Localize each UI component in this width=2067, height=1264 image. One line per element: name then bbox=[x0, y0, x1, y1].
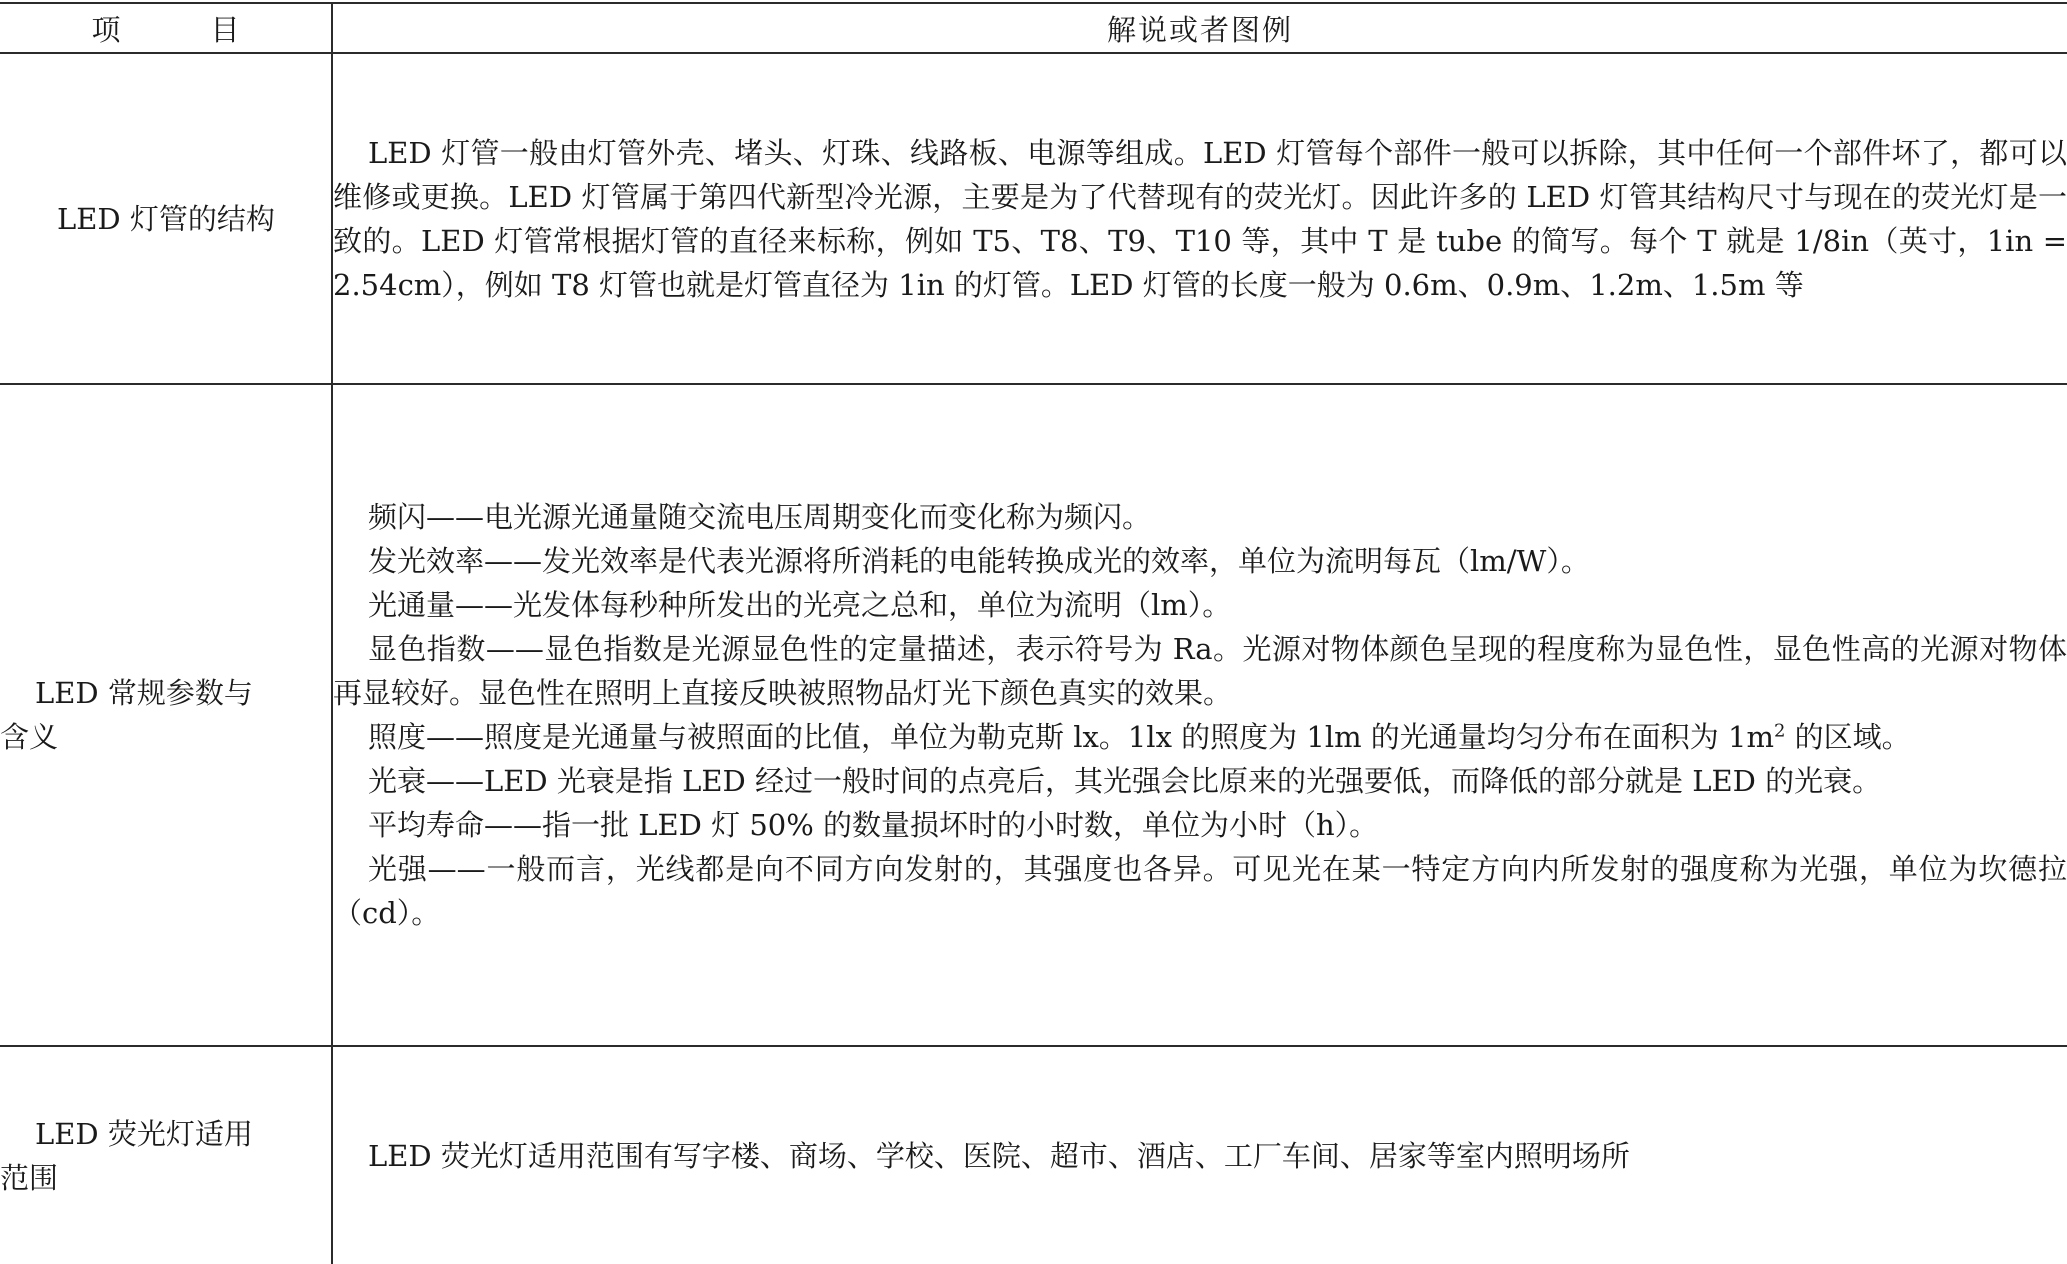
desc-structure bbox=[332, 53, 2067, 384]
header-row bbox=[0, 3, 2067, 53]
param-illuminance-text-end: 的区域。 bbox=[1785, 720, 1911, 754]
item-scope-line2: 范围 bbox=[0, 1160, 59, 1195]
header-item bbox=[0, 3, 332, 53]
param-average-life: 平均寿命——指一批 LED 灯 50% 的数量损坏时的小时数，单位为小时（h）。 bbox=[368, 808, 1379, 842]
header-item-char1: 项 bbox=[91, 12, 121, 47]
item-parameters-line2: 含义 bbox=[0, 720, 59, 754]
param-flicker: 频闪——电光源光通量随交流电压周期变化而变化称为频闪。 bbox=[368, 500, 1152, 534]
desc-parameters bbox=[332, 384, 2067, 1046]
header-item-char2: 目 bbox=[210, 12, 240, 47]
table-row-structure bbox=[0, 53, 2067, 384]
item-scope bbox=[0, 1046, 332, 1264]
param-illuminance bbox=[333, 715, 2067, 759]
param-luminous-intensity: 光强——一般而言，光线都是向不同方向发射的，其强度也各异。可见光在某一特定方向内所发射的强度称为光强，单位为坎德拉（cd）。 bbox=[333, 852, 2067, 930]
desc-scope bbox=[332, 1046, 2067, 1264]
item-parameters bbox=[0, 384, 332, 1046]
param-light-decay: 光衰——LED 光衰是指 LED 经过一般时间的点亮后，其光强会比原来的光强要低，而降低的部分就是 LED 的光衰。 bbox=[368, 764, 1882, 798]
item-scope-line1: LED 荧光灯适用 bbox=[35, 1116, 253, 1151]
param-illuminance-superscript: 2 bbox=[1773, 720, 1786, 742]
desc-structure-paragraph: LED 灯管一般由灯管外壳、堵头、灯珠、线路板、电源等组成。LED 灯管每个部件一般可以拆除，其中任何一个部件坏了，都可以维修或更换。LED 灯管属于第四代新型冷光源，主要是为了代替现有的荧光灯。因此许多的 LED 灯管其结构尺寸与现在的荧光灯是一致的。LED 灯管常根据灯管的直径来标称，例如 T5、T8、T9、T10 等，其中 T 是 tube 的简写。每个 T 就是 1/8in（英寸，1in = 2.54cm），例如 T8 灯管也就是灯管直径为 1in 的灯管。LED 灯管的长度一般为 0.6m、0.9m、1.2m、1.5m 等 bbox=[333, 135, 2067, 302]
param-color-rendering-index: 显色指数——显色指数是光源显色性的定量描述，表示符号为 Ra。光源对物体颜色呈现的程度称为显色性，显色性高的光源对物体再显较好。显色性在照明上直接反映被照物品灯光下颜色真实的效果。 bbox=[333, 632, 2067, 710]
header-description: 解说或者图例 bbox=[332, 3, 2067, 53]
item-parameters-line1: LED 常规参数与 bbox=[35, 676, 253, 710]
table-row-scope bbox=[0, 1046, 2067, 1264]
document-table bbox=[0, 2, 2067, 1264]
param-luminous-efficacy: 发光效率——发光效率是代表光源将所消耗的电能转换成光的效率，单位为流明每瓦（lm/W）。 bbox=[368, 544, 1590, 578]
param-luminous-flux: 光通量——光发体每秒种所发出的光亮之总和，单位为流明（lm）。 bbox=[368, 588, 1232, 622]
desc-scope-paragraph: LED 荧光灯适用范围有写字楼、商场、学校、医院、超市、酒店、工厂车间、居家等室内照明场所 bbox=[368, 1138, 1630, 1173]
param-illuminance-text: 照度——照度是光通量与被照面的比值，单位为勒克斯 lx。1lx 的照度为 1lm 的光通量均匀分布在面积为 1m bbox=[368, 720, 1774, 754]
table-row-parameters bbox=[0, 384, 2067, 1046]
item-structure: LED 灯管的结构 bbox=[0, 53, 332, 384]
